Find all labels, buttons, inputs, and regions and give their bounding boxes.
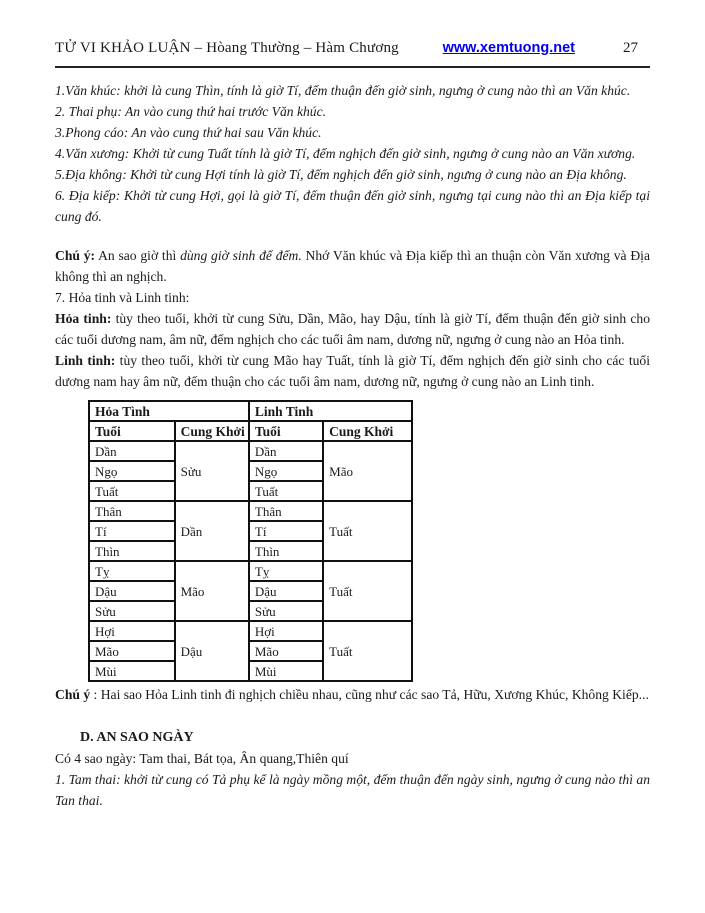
paragraph-tam-thai: 1. Tam thai: khởi từ cung có Tả phụ kể là ngày mồng một, đếm thuận đến ngày sinh, ngưng ở cung nào thì an Tan thai. [55,772,650,808]
table-cell: Tỵ [89,561,175,581]
table-subheader-cung-2: Cung Khởi [323,421,412,441]
table-cell: Tuất [249,481,323,501]
paragraph-van-xuong: 4.Văn xương: Khởi từ cung Tuất tính là giờ Tí, đếm nghịch đến giờ sinh, ngưng ở cung nào an Văn xương. [55,146,636,161]
table-cell: Hợi [249,621,323,641]
table-header-row [89,401,412,421]
paragraph-phong-cao: 3.Phong cáo: An vào cung thứ hai sau Văn khúc. [55,125,322,140]
table-cell: Tí [249,521,323,541]
table-cell: Sửu [89,601,175,621]
table-subheader-tuoi-2: Tuổi [249,421,323,441]
table-row [89,561,412,581]
paragraph-dia-khong: 5.Địa không: Khởi từ cung Hợi tính là giờ Tí, đếm nghịch đến giờ sinh, ngưng ở cung nào an Địa không. [55,167,627,182]
table-row [89,501,412,521]
table-cell: Mão [89,641,175,661]
table-row [89,441,412,461]
page-title: TỬ VI KHẢO LUẬN – Hòang Thường – Hàm Chương [55,40,399,56]
table-cell: Mùi [89,661,175,681]
linh-tinh-text: tùy theo tuổi, khởi từ cung Mão hay Tuất, tính là giờ Tí, đếm nghịch đến giờ sinh cho các tuổi dương nam hay âm nữ, đếm thuận cho các tuổi âm nam, dương nữ, ngưng ở cung nào an Linh tinh. [55,353,650,389]
table-cell: Dậu [249,581,323,601]
table-cell: Tuất [323,501,412,561]
section-d-intro: Có 4 sao ngày: Tam thai, Bát tọa, Ân quang,Thiên quí [55,751,349,766]
table-cell: Tuất [89,481,175,501]
note-hours-label: Chú ý: [55,248,96,263]
table-cell: Dậu [175,621,249,681]
table-header-linh-tinh: Linh Tinh [249,401,412,421]
note-table [55,684,650,705]
table-cell: Ngọ [249,461,323,481]
page-header [55,40,650,57]
hoa-tinh-label: Hỏa tinh: [55,311,112,326]
note-table-label: Chú ý [55,687,91,702]
table-cell: Thìn [89,541,175,561]
paragraph-dia-kiep: 6. Địa kiếp: Khởi từ cung Hợi, gọi là giờ Tí, đếm thuận đến giờ sinh, ngưng tại cung nào thì an Địa kiếp tại cung đó. [55,188,650,224]
table-header-hoa-tinh: Hỏa Tình [89,401,249,421]
note-hours-text-1: An sao giờ thì [95,248,181,263]
table-cell: Thìn [249,541,323,561]
table-subheader-tuoi-1: Tuổi [89,421,175,441]
table-cell: Ngọ [89,461,175,481]
document-body [55,68,650,811]
table-cell: Tí [89,521,175,541]
table-cell: Dậu [89,581,175,601]
table-cell: Dần [89,441,175,461]
table-subheader-cung-1: Cung Khởi [175,421,249,441]
table-cell: Tuất [323,621,412,681]
table-cell: Mùi [249,661,323,681]
note-hours-text-2: Nhớ Văn khúc và Địa kiếp thì an thuận còn Văn xương và Địa không thì an nghịch. [55,248,650,284]
table-subheader-row [89,421,412,441]
table-cell: Mão [175,561,249,621]
note-hours-emphasis: dùng giờ sinh để đếm. [180,248,302,263]
note-table-text: : Hai sao Hỏa Linh tinh đi nghịch chiều nhau, cũng như các sao Tả, Hữu, Xương Khúc, Không Kiếp... [90,687,649,702]
website-link[interactable]: www.xemtuong.net [442,40,575,56]
table-cell: Thân [249,501,323,521]
linh-tinh-label: Linh tinh: [55,353,116,368]
paragraph-item-7: 7. Hỏa tinh và Linh tinh: [55,290,190,305]
table-cell: Hợi [89,621,175,641]
table-cell: Sửu [175,441,249,501]
table-cell: Dần [249,441,323,461]
paragraph-van-khuc: 1.Văn khúc: khởi là cung Thìn, tính là giờ Tí, đếm thuận đến giờ sinh, ngưng ở cung nào thì an Văn khúc. [55,83,631,98]
table-cell: Mão [323,441,412,501]
page-number: 27 [623,40,638,56]
hoa-linh-table [88,400,413,682]
hoa-tinh-text: tùy theo tuổi, khởi từ cung Sửu, Dần, Mão, hay Dậu, tính là giờ Tí, đếm thuận đến giờ sinh cho các tuổi dương nam, âm nữ, đếm nghịch cho các tuổi âm nam, dương nữ, ngưng ở cung nào an Hỏa tinh. [55,311,650,347]
table-cell: Mão [249,641,323,661]
table-cell: Tỵ [249,561,323,581]
paragraph-thai-phu: 2. Thai phụ: An vào cung thứ hai trước Văn khúc. [55,104,327,119]
table-cell: Dần [175,501,249,561]
table-cell: Sửu [249,601,323,621]
note-hours [55,245,650,287]
paragraph-linh-tinh [55,350,650,392]
table-row [89,621,412,641]
table-cell: Thân [89,501,175,521]
section-d-heading: D. AN SAO NGÀY [80,730,194,745]
paragraph-hoa-tinh [55,308,650,350]
table-cell: Tuất [323,561,412,621]
